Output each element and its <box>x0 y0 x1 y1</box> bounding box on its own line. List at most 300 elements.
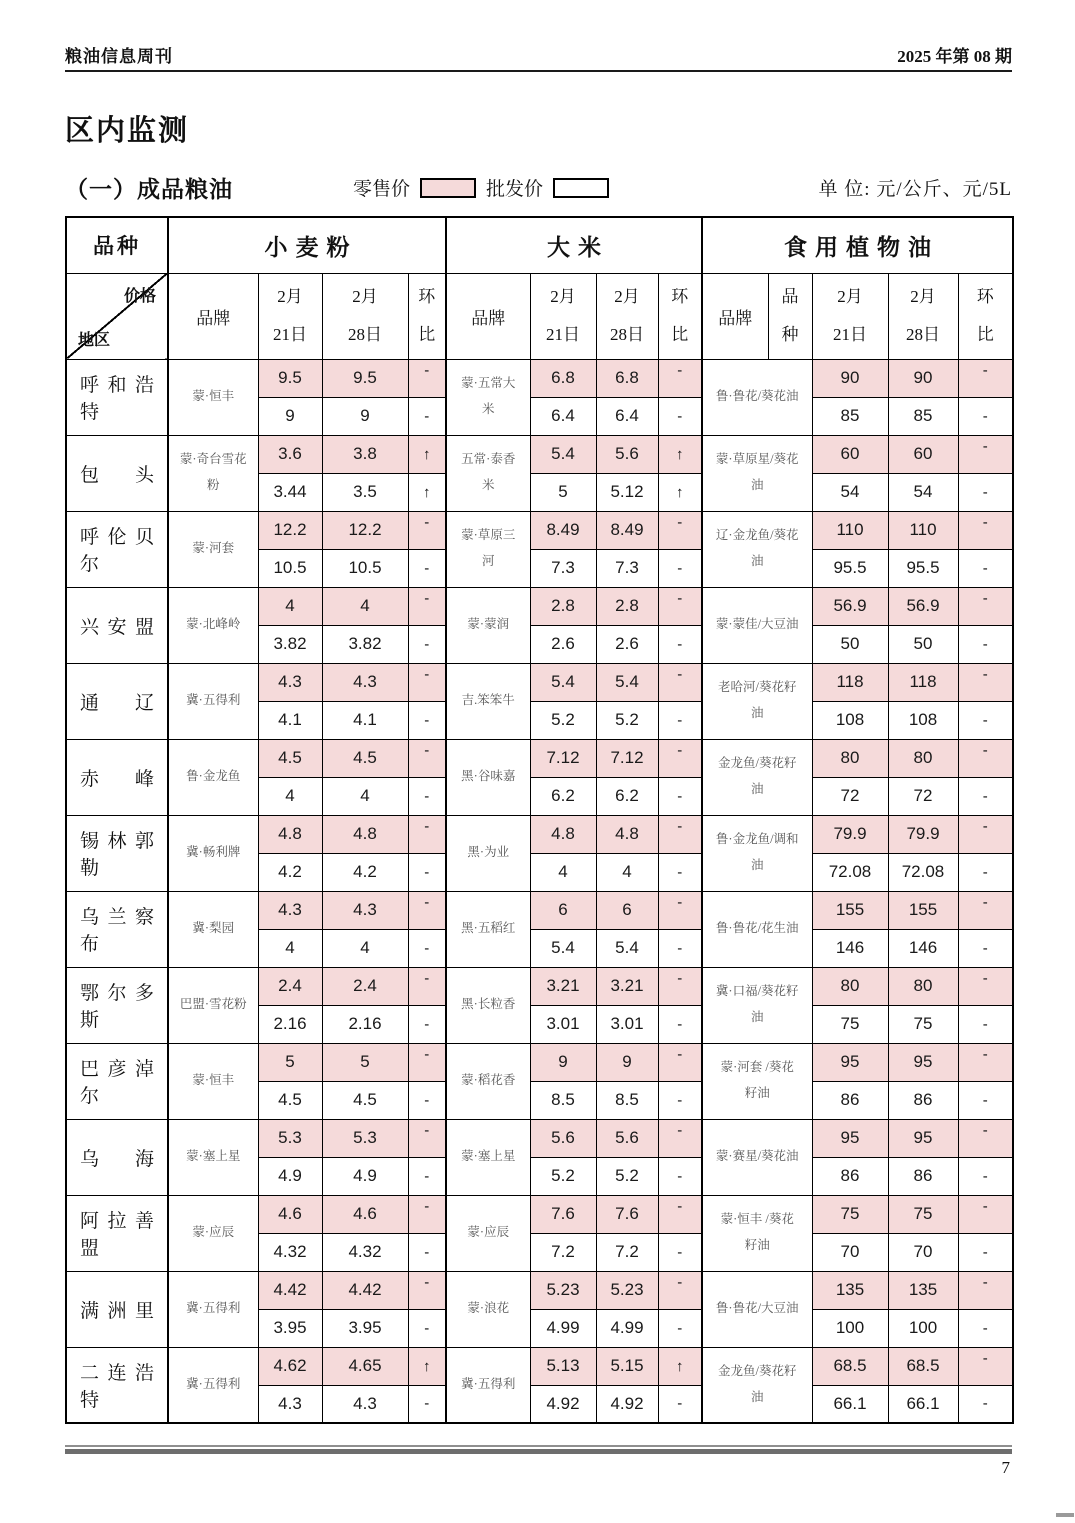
rice-wholesale-price-cell: 8.5 <box>530 1081 596 1119</box>
rice-mom-retail-cell: - <box>658 587 702 625</box>
oil-mom-wholesale-cell: - <box>958 701 1013 739</box>
wheat-retail-price-cell: 4.5 <box>258 739 322 777</box>
wheat-retail-price-cell: 4.3 <box>258 663 322 701</box>
oil-mom-wholesale-cell: - <box>958 397 1013 435</box>
oil-retail-price-cell: 118 <box>888 663 958 701</box>
oil-retail-price-cell: 68.5 <box>888 1347 958 1385</box>
rice-retail-price-cell: 8.49 <box>596 511 658 549</box>
wheat-mom-retail-cell: ↑ <box>408 435 446 473</box>
rice-brand-cell: 黑·谷味嘉 <box>446 739 530 815</box>
wheat-wholesale-price-cell: 4 <box>322 929 408 967</box>
table-row-retail <box>66 815 1013 853</box>
oil-brand-cell: 金龙鱼/葵花籽油 <box>702 739 812 815</box>
wheat-wholesale-price-cell: 2.16 <box>258 1005 322 1043</box>
oil-wholesale-price-cell: 50 <box>812 625 888 663</box>
rice-retail-price-cell: 5.4 <box>596 663 658 701</box>
corner-price-label: 价格 <box>123 287 156 305</box>
rice-brand-cell: 黑·五稻红 <box>446 891 530 967</box>
rice-brand-cell: 蒙·草原三河 <box>446 511 530 587</box>
rice-retail-price-cell: 2.8 <box>596 587 658 625</box>
table-row-retail <box>66 1043 1013 1081</box>
rice-wholesale-price-cell: 4 <box>596 853 658 891</box>
rice-date1-header: 2月 21日 <box>530 273 596 359</box>
oil-wholesale-price-cell: 66.1 <box>888 1385 958 1423</box>
oil-mom-retail-cell: - <box>958 739 1013 777</box>
table-body <box>66 359 1013 1423</box>
rice-wholesale-price-cell: 7.2 <box>530 1233 596 1271</box>
wheat-retail-price-cell: 4.6 <box>258 1195 322 1233</box>
oil-brand-cell: 鲁·鲁花/大豆油 <box>702 1271 812 1347</box>
rice-wholesale-price-cell: 2.6 <box>530 625 596 663</box>
wheat-retail-price-cell: 4.5 <box>322 739 408 777</box>
oil-brand-cell: 蒙·恒丰 /葵花籽油 <box>702 1195 812 1271</box>
region-cell: 巴彦淖尔 <box>66 1043 168 1119</box>
oil-brand-cell: 辽·金龙鱼/葵花油 <box>702 511 812 587</box>
wheat-mom-wholesale-cell: - <box>408 1157 446 1195</box>
wheat-retail-price-cell: 12.2 <box>322 511 408 549</box>
oil-mom-retail-cell: - <box>958 1119 1013 1157</box>
rice-brand-cell: 蒙·稻花香 <box>446 1043 530 1119</box>
oil-wholesale-price-cell: 146 <box>888 929 958 967</box>
oil-retail-price-cell: 75 <box>888 1195 958 1233</box>
rice-retail-price-cell: 7.12 <box>596 739 658 777</box>
rice-mom-wholesale-cell: - <box>658 1081 702 1119</box>
wheat-mom-wholesale-cell: - <box>408 929 446 967</box>
rice-wholesale-price-cell: 2.6 <box>596 625 658 663</box>
wheat-wholesale-price-cell: 2.16 <box>322 1005 408 1043</box>
wholesale-swatch-icon <box>553 178 609 198</box>
price-table <box>65 216 1014 1424</box>
wheat-wholesale-price-cell: 10.5 <box>322 549 408 587</box>
rice-mom-wholesale-cell: - <box>658 1233 702 1271</box>
wheat-mom-wholesale-cell: - <box>408 1309 446 1347</box>
oil-mom-retail-cell: - <box>958 815 1013 853</box>
oil-retail-price-cell: 155 <box>812 891 888 929</box>
rice-mom-retail-cell: - <box>658 1043 702 1081</box>
rice-retail-price-cell: 5.4 <box>530 663 596 701</box>
rice-retail-price-cell: 4.8 <box>596 815 658 853</box>
wheat-mom-retail-cell: - <box>408 1195 446 1233</box>
section-title: 区内监测 <box>65 115 190 147</box>
oil-retail-price-cell: 80 <box>888 739 958 777</box>
footer-rule-thick <box>65 1449 1012 1454</box>
wheat-mom-wholesale-cell: - <box>408 625 446 663</box>
wheat-brand-cell: 巴盟·雪花粉 <box>168 967 258 1043</box>
wheat-retail-price-cell: 4.3 <box>322 663 408 701</box>
rice-mom-wholesale-cell: - <box>658 1385 702 1423</box>
oil-brand-cell: 蒙·蒙佳/大豆油 <box>702 587 812 663</box>
oil-wholesale-price-cell: 72.08 <box>812 853 888 891</box>
region-cell: 锡林郭勒 <box>66 815 168 891</box>
rice-brand-cell: 吉.笨笨牛 <box>446 663 530 739</box>
wheat-wholesale-price-cell: 4.3 <box>258 1385 322 1423</box>
rice-brand-cell: 五常·泰香米 <box>446 435 530 511</box>
wheat-wholesale-price-cell: 4.9 <box>322 1157 408 1195</box>
rice-mom-wholesale-cell: - <box>658 1309 702 1347</box>
oil-wholesale-price-cell: 95.5 <box>888 549 958 587</box>
wheat-wholesale-price-cell: 3.82 <box>322 625 408 663</box>
oil-brand-cell: 鲁·鲁花/葵花油 <box>702 359 812 435</box>
wheat-brand-cell: 蒙·恒丰 <box>168 359 258 435</box>
wheat-retail-price-cell: 4.3 <box>258 891 322 929</box>
oil-retail-price-cell: 79.9 <box>812 815 888 853</box>
wheat-wholesale-price-cell: 4 <box>322 777 408 815</box>
oil-retail-price-cell: 80 <box>812 739 888 777</box>
rice-wholesale-price-cell: 6.2 <box>530 777 596 815</box>
oil-wholesale-price-cell: 75 <box>812 1005 888 1043</box>
oil-brand-cell: 冀·口福/葵花籽油 <box>702 967 812 1043</box>
oil-mom-retail-cell: - <box>958 1195 1013 1233</box>
wheat-retail-price-cell: 5 <box>258 1043 322 1081</box>
rice-brand-cell: 冀·五得利 <box>446 1347 530 1423</box>
oil-retail-price-cell: 75 <box>812 1195 888 1233</box>
wheat-wholesale-price-cell: 4.32 <box>322 1233 408 1271</box>
wheat-brand-cell: 蒙·塞上星 <box>168 1119 258 1195</box>
region-cell: 乌兰察布 <box>66 891 168 967</box>
oil-brand-cell: 金龙鱼/葵花籽油 <box>702 1347 812 1423</box>
rice-mom-retail-cell: - <box>658 739 702 777</box>
wheat-wholesale-price-cell: 4.3 <box>322 1385 408 1423</box>
table-row-retail <box>66 435 1013 473</box>
oil-wholesale-price-cell: 108 <box>888 701 958 739</box>
rice-mom-retail-cell: - <box>658 359 702 397</box>
oil-mom-retail-cell: - <box>958 967 1013 1005</box>
region-cell: 兴安盟 <box>66 587 168 663</box>
rice-wholesale-price-cell: 8.5 <box>596 1081 658 1119</box>
rice-wholesale-price-cell: 6.4 <box>596 397 658 435</box>
wheat-mom-retail-cell: - <box>408 739 446 777</box>
oil-retail-price-cell: 95 <box>888 1043 958 1081</box>
oil-retail-price-cell: 110 <box>812 511 888 549</box>
oil-mom-retail-cell: - <box>958 663 1013 701</box>
page-edge-mark <box>1056 1513 1074 1517</box>
rice-retail-price-cell: 5.15 <box>596 1347 658 1385</box>
wheat-wholesale-price-cell: 4 <box>258 777 322 815</box>
wheat-mom-retail-cell: - <box>408 359 446 397</box>
rice-retail-price-cell: 3.21 <box>596 967 658 1005</box>
rice-retail-price-cell: 9 <box>530 1043 596 1081</box>
wheat-retail-price-cell: 4.8 <box>322 815 408 853</box>
rice-mom-wholesale-cell: - <box>658 1157 702 1195</box>
oil-wholesale-price-cell: 86 <box>888 1081 958 1119</box>
oil-retail-price-cell: 155 <box>888 891 958 929</box>
wheat-brand-cell: 蒙·应辰 <box>168 1195 258 1271</box>
rice-wholesale-price-cell: 5.2 <box>530 1157 596 1195</box>
rice-retail-price-cell: 9 <box>596 1043 658 1081</box>
rice-wholesale-price-cell: 4 <box>530 853 596 891</box>
oil-variety-header: 品 种 <box>768 273 812 359</box>
region-cell: 赤峰 <box>66 739 168 815</box>
rice-retail-price-cell: 7.12 <box>530 739 596 777</box>
oil-mom-wholesale-cell: - <box>958 549 1013 587</box>
rice-retail-price-cell: 2.8 <box>530 587 596 625</box>
oil-retail-price-cell: 90 <box>812 359 888 397</box>
oil-retail-price-cell: 68.5 <box>812 1347 888 1385</box>
rice-brand-cell: 黑·为业 <box>446 815 530 891</box>
oil-retail-price-cell: 110 <box>888 511 958 549</box>
wholesale-price-label: 批发价 <box>486 179 544 200</box>
oil-brand-cell: 蒙·河套 /葵花籽油 <box>702 1043 812 1119</box>
retail-swatch-icon <box>420 178 476 198</box>
rice-wholesale-price-cell: 3.01 <box>530 1005 596 1043</box>
oil-mom-wholesale-cell: - <box>958 853 1013 891</box>
oil-retail-price-cell: 60 <box>812 435 888 473</box>
oil-brand-cell: 鲁·金龙鱼/调和油 <box>702 815 812 891</box>
oil-wholesale-price-cell: 66.1 <box>812 1385 888 1423</box>
wheat-mom-retail-cell: - <box>408 587 446 625</box>
rice-retail-price-cell: 5.4 <box>530 435 596 473</box>
rice-group-header: 大米 <box>446 217 702 273</box>
rice-wholesale-price-cell: 6.4 <box>530 397 596 435</box>
wheat-wholesale-price-cell: 3.44 <box>258 473 322 511</box>
publication-title: 粮油信息周刊 <box>65 47 173 66</box>
rice-retail-price-cell: 8.49 <box>530 511 596 549</box>
page-number: 7 <box>1001 1458 1010 1477</box>
oil-group-header: 食用植物油 <box>702 217 1013 273</box>
wheat-wholesale-price-cell: 3.95 <box>258 1309 322 1347</box>
rice-mom-header: 环 比 <box>658 273 702 359</box>
rice-mom-retail-cell: - <box>658 967 702 1005</box>
wheat-mom-retail-cell: - <box>408 511 446 549</box>
oil-retail-price-cell: 56.9 <box>812 587 888 625</box>
rice-wholesale-price-cell: 5.4 <box>530 929 596 967</box>
masthead <box>65 0 1012 72</box>
oil-wholesale-price-cell: 100 <box>812 1309 888 1347</box>
wheat-brand-cell: 冀·五得利 <box>168 1271 258 1347</box>
rice-wholesale-price-cell: 4.99 <box>530 1309 596 1347</box>
rice-brand-cell: 蒙·应辰 <box>446 1195 530 1271</box>
oil-mom-retail-cell: - <box>958 1271 1013 1309</box>
wheat-brand-cell: 冀·梨园 <box>168 891 258 967</box>
rice-mom-wholesale-cell: - <box>658 929 702 967</box>
wheat-brand-header: 品牌 <box>168 273 258 359</box>
wheat-mom-wholesale-cell: - <box>408 549 446 587</box>
oil-mom-retail-cell: - <box>958 359 1013 397</box>
wheat-wholesale-price-cell: 3.95 <box>322 1309 408 1347</box>
oil-wholesale-price-cell: 100 <box>888 1309 958 1347</box>
oil-wholesale-price-cell: 95.5 <box>812 549 888 587</box>
wheat-retail-price-cell: 3.6 <box>258 435 322 473</box>
issue-number: 2025 年第 08 期 <box>897 47 1012 66</box>
oil-mom-wholesale-cell: - <box>958 777 1013 815</box>
rice-retail-price-cell: 5.23 <box>530 1271 596 1309</box>
oil-mom-retail-cell: - <box>958 1043 1013 1081</box>
oil-wholesale-price-cell: 70 <box>812 1233 888 1271</box>
rice-retail-price-cell: 6.8 <box>530 359 596 397</box>
oil-retail-price-cell: 135 <box>888 1271 958 1309</box>
oil-retail-price-cell: 95 <box>812 1119 888 1157</box>
oil-retail-price-cell: 95 <box>888 1119 958 1157</box>
oil-date1-header: 2月 21日 <box>812 273 888 359</box>
oil-mom-retail-cell: - <box>958 587 1013 625</box>
rice-date2-header: 2月 28日 <box>596 273 658 359</box>
oil-mom-retail-cell: - <box>958 511 1013 549</box>
oil-mom-retail-cell: - <box>958 891 1013 929</box>
wheat-brand-cell: 蒙·恒丰 <box>168 1043 258 1119</box>
wheat-brand-cell: 蒙·河套 <box>168 511 258 587</box>
rice-brand-header: 品牌 <box>446 273 530 359</box>
oil-wholesale-price-cell: 108 <box>812 701 888 739</box>
wheat-brand-cell: 冀·五得利 <box>168 1347 258 1423</box>
rice-retail-price-cell: 7.6 <box>596 1195 658 1233</box>
group-header-row <box>66 217 1013 273</box>
price-region-corner-cell <box>66 273 168 359</box>
wheat-wholesale-price-cell: 9 <box>322 397 408 435</box>
wheat-mom-wholesale-cell: - <box>408 853 446 891</box>
rice-retail-price-cell: 5.6 <box>596 435 658 473</box>
subsection-header <box>65 171 1012 204</box>
wheat-wholesale-price-cell: 3.82 <box>258 625 322 663</box>
oil-mom-wholesale-cell: - <box>958 1005 1013 1043</box>
wheat-retail-price-cell: 4.3 <box>322 891 408 929</box>
rice-mom-retail-cell: - <box>658 511 702 549</box>
rice-retail-price-cell: 6 <box>530 891 596 929</box>
wheat-mom-wholesale-cell: - <box>408 1081 446 1119</box>
oil-retail-price-cell: 80 <box>888 967 958 1005</box>
wheat-wholesale-price-cell: 4.2 <box>322 853 408 891</box>
table-row-retail <box>66 891 1013 929</box>
wheat-retail-price-cell: 4.42 <box>322 1271 408 1309</box>
price-legend <box>353 174 609 201</box>
rice-wholesale-price-cell: 7.3 <box>530 549 596 587</box>
table-row-retail <box>66 359 1013 397</box>
oil-mom-wholesale-cell: - <box>958 1385 1013 1423</box>
oil-mom-wholesale-cell: - <box>958 473 1013 511</box>
rice-mom-retail-cell: - <box>658 663 702 701</box>
wheat-date1-header: 2月 21日 <box>258 273 322 359</box>
wheat-mom-retail-cell: - <box>408 815 446 853</box>
rice-retail-price-cell: 4.8 <box>530 815 596 853</box>
wheat-retail-price-cell: 5.3 <box>322 1119 408 1157</box>
rice-mom-retail-cell: - <box>658 891 702 929</box>
oil-retail-price-cell: 95 <box>812 1043 888 1081</box>
oil-brand-cell: 老哈河/葵花籽油 <box>702 663 812 739</box>
wheat-wholesale-price-cell: 4.5 <box>322 1081 408 1119</box>
oil-mom-wholesale-cell: - <box>958 1309 1013 1347</box>
oil-wholesale-price-cell: 86 <box>888 1157 958 1195</box>
oil-mom-wholesale-cell: - <box>958 625 1013 663</box>
wheat-brand-cell: 蒙·奇台雪花粉 <box>168 435 258 511</box>
table-row-retail <box>66 1119 1013 1157</box>
oil-wholesale-price-cell: 85 <box>888 397 958 435</box>
subsection-title: （一）成品粮油 <box>65 177 233 202</box>
rice-mom-retail-cell: - <box>658 1195 702 1233</box>
oil-brand-cell: 鲁·鲁花/花生油 <box>702 891 812 967</box>
rice-mom-wholesale-cell: ↑ <box>658 473 702 511</box>
oil-wholesale-price-cell: 72.08 <box>888 853 958 891</box>
rice-retail-price-cell: 6.8 <box>596 359 658 397</box>
rice-mom-wholesale-cell: - <box>658 625 702 663</box>
retail-price-label: 零售价 <box>353 179 411 200</box>
region-cell: 二连浩特 <box>66 1347 168 1423</box>
wheat-mom-retail-cell: - <box>408 891 446 929</box>
wheat-mom-wholesale-cell: ↑ <box>408 473 446 511</box>
rice-wholesale-price-cell: 5.12 <box>596 473 658 511</box>
rice-mom-retail-cell: ↑ <box>658 435 702 473</box>
variety-header: 品种 <box>66 217 168 273</box>
region-cell: 包头 <box>66 435 168 511</box>
rice-retail-price-cell: 3.21 <box>530 967 596 1005</box>
rice-wholesale-price-cell: 3.01 <box>596 1005 658 1043</box>
rice-brand-cell: 蒙·五常大米 <box>446 359 530 435</box>
rice-mom-retail-cell: - <box>658 1271 702 1309</box>
wheat-retail-price-cell: 4.42 <box>258 1271 322 1309</box>
region-cell: 鄂尔多斯 <box>66 967 168 1043</box>
wheat-retail-price-cell: 2.4 <box>322 967 408 1005</box>
oil-wholesale-price-cell: 50 <box>888 625 958 663</box>
wheat-mom-wholesale-cell: - <box>408 1005 446 1043</box>
wheat-retail-price-cell: 4.6 <box>322 1195 408 1233</box>
wheat-retail-price-cell: 4 <box>258 587 322 625</box>
oil-mom-wholesale-cell: - <box>958 929 1013 967</box>
oil-wholesale-price-cell: 72 <box>812 777 888 815</box>
wheat-retail-price-cell: 5.3 <box>258 1119 322 1157</box>
wheat-wholesale-price-cell: 4.2 <box>258 853 322 891</box>
rice-wholesale-price-cell: 4.92 <box>596 1385 658 1423</box>
oil-date2-header: 2月 28日 <box>888 273 958 359</box>
rice-mom-wholesale-cell: - <box>658 549 702 587</box>
rice-retail-price-cell: 5.13 <box>530 1347 596 1385</box>
oil-brand-header: 品牌 <box>702 273 768 359</box>
oil-mom-header: 环 比 <box>958 273 1013 359</box>
rice-retail-price-cell: 6 <box>596 891 658 929</box>
oil-wholesale-price-cell: 86 <box>812 1157 888 1195</box>
rice-retail-price-cell: 5.6 <box>530 1119 596 1157</box>
corner-region-label: 地区 <box>78 331 111 349</box>
wheat-wholesale-price-cell: 10.5 <box>258 549 322 587</box>
oil-retail-price-cell: 118 <box>812 663 888 701</box>
rice-mom-wholesale-cell: - <box>658 853 702 891</box>
wheat-mom-retail-cell: - <box>408 1271 446 1309</box>
rice-wholesale-price-cell: 4.99 <box>596 1309 658 1347</box>
wheat-brand-cell: 冀·五得利 <box>168 663 258 739</box>
wheat-retail-price-cell: 5 <box>322 1043 408 1081</box>
oil-wholesale-price-cell: 72 <box>888 777 958 815</box>
oil-retail-price-cell: 135 <box>812 1271 888 1309</box>
wheat-retail-price-cell: 9.5 <box>322 359 408 397</box>
oil-mom-retail-cell: - <box>958 1347 1013 1385</box>
wheat-mom-retail-cell: - <box>408 1043 446 1081</box>
wheat-retail-price-cell: 4 <box>322 587 408 625</box>
wheat-retail-price-cell: 9.5 <box>258 359 322 397</box>
wheat-mom-retail-cell: - <box>408 967 446 1005</box>
rice-wholesale-price-cell: 5.2 <box>530 701 596 739</box>
rice-wholesale-price-cell: 7.2 <box>596 1233 658 1271</box>
oil-wholesale-price-cell: 54 <box>812 473 888 511</box>
wheat-retail-price-cell: 3.8 <box>322 435 408 473</box>
wheat-retail-price-cell: 4.8 <box>258 815 322 853</box>
wheat-wholesale-price-cell: 4.9 <box>258 1157 322 1195</box>
rice-wholesale-price-cell: 6.2 <box>596 777 658 815</box>
wheat-wholesale-price-cell: 3.5 <box>322 473 408 511</box>
oil-mom-wholesale-cell: - <box>958 1157 1013 1195</box>
rice-brand-cell: 蒙·塞上星 <box>446 1119 530 1195</box>
oil-wholesale-price-cell: 54 <box>888 473 958 511</box>
region-cell: 呼伦贝尔 <box>66 511 168 587</box>
wheat-mom-wholesale-cell: - <box>408 1385 446 1423</box>
wheat-retail-price-cell: 4.65 <box>322 1347 408 1385</box>
oil-wholesale-price-cell: 86 <box>812 1081 888 1119</box>
rice-wholesale-price-cell: 5.2 <box>596 1157 658 1195</box>
region-cell: 满洲里 <box>66 1271 168 1347</box>
table-row-retail <box>66 1347 1013 1385</box>
rice-brand-cell: 蒙·浪花 <box>446 1271 530 1347</box>
rice-mom-wholesale-cell: - <box>658 777 702 815</box>
rice-retail-price-cell: 5.6 <box>596 1119 658 1157</box>
wheat-wholesale-price-cell: 9 <box>258 397 322 435</box>
oil-retail-price-cell: 79.9 <box>888 815 958 853</box>
wheat-mom-retail-cell: - <box>408 1119 446 1157</box>
